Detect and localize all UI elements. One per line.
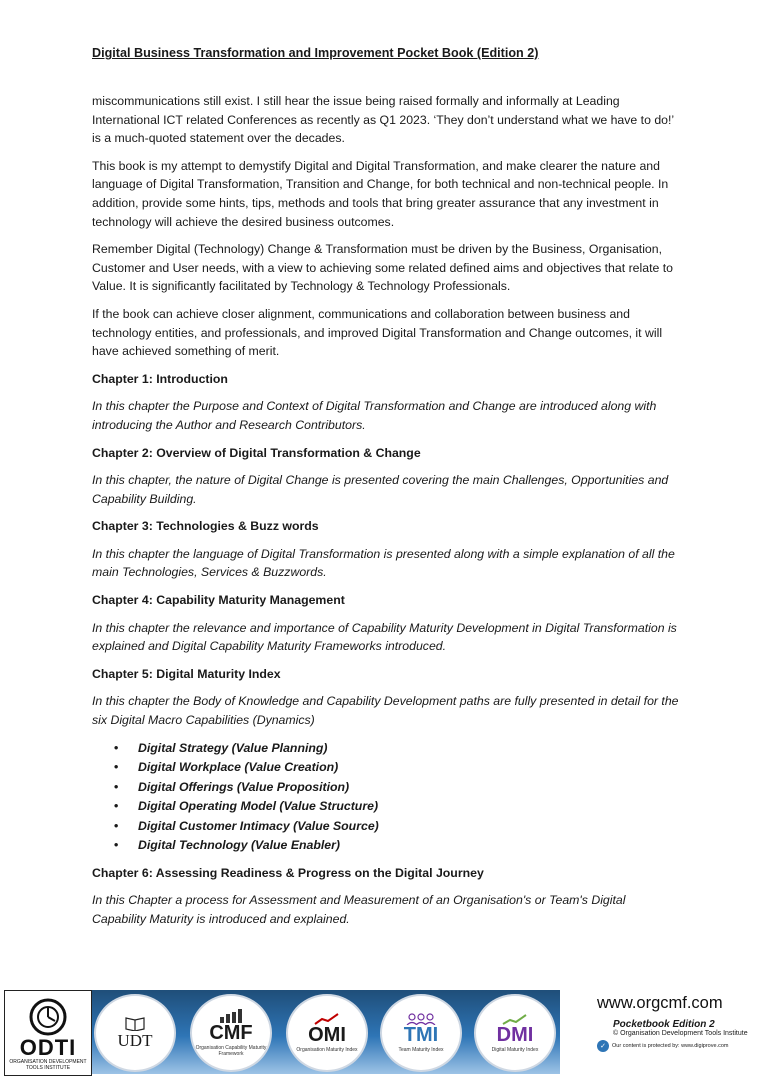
intro-paragraph: This book is my attempt to demystify Digital and Digital Transformation, and make clearer the nature and language of Digital Transformation, Transition and Change, for both technical and non-technical people. In addition, provide some hints, tips, methods and tools that bring greater assurance that any investment in technology will achieve the desired business outcomes. bbox=[92, 158, 669, 229]
cmf-logo-text: CMF bbox=[209, 1022, 253, 1044]
omi-logo-subtitle: Organisation Maturity Index bbox=[296, 1047, 358, 1053]
protection-notice bbox=[597, 1040, 757, 1052]
tmi-logo-subtitle: Team Maturity Index bbox=[398, 1047, 444, 1053]
udt-logo bbox=[94, 994, 176, 1072]
cmf-logo-subtitle: Organisation Capability Maturity Framework bbox=[195, 1045, 267, 1057]
chapter-5-description: In this chapter the Body of Knowledge and Capability Development paths are fully presented in detail for the six Digital Macro Capabilities (Dynamics) bbox=[92, 694, 679, 728]
chapter-1-description: In this chapter the Purpose and Context of Digital Transformation and Change are introduced along with introducing the Author and Research Contributors. bbox=[92, 399, 657, 432]
book-icon bbox=[124, 1015, 146, 1031]
bullet-icon: • bbox=[114, 818, 119, 833]
list-item-text: Digital Customer Intimacy (Value Source) bbox=[138, 818, 379, 833]
omi-logo-text: OMI bbox=[308, 1024, 346, 1046]
bar-chart-icon bbox=[218, 1009, 244, 1023]
document-body bbox=[92, 92, 682, 937]
chapter-2-description: In this chapter, the nature of Digital Change is presented covering the main Challenges, Opportunities and Capability Building. bbox=[92, 473, 669, 506]
intro-paragraph: miscommunications still exist. I still hear the issue being raised formally and informally at Leading International ICT related Conferences as recently as Q1 2023. ‘They don’t understand what we have to do!’ is a much-quoted statement over the decades. bbox=[92, 94, 674, 146]
dmi-logo bbox=[474, 994, 556, 1072]
tmi-logo-text: TMI bbox=[403, 1024, 439, 1046]
list-item-text: Digital Workplace (Value Creation) bbox=[138, 760, 339, 775]
capabilities-list bbox=[92, 739, 682, 856]
chapter-6-heading: Chapter 6: Assessing Readiness & Progress on the Digital Journey bbox=[92, 865, 484, 880]
bullet-icon: • bbox=[114, 799, 119, 814]
list-item bbox=[92, 758, 682, 778]
omi-logo bbox=[286, 994, 368, 1072]
list-item-text: Digital Operating Model (Value Structure) bbox=[138, 799, 379, 814]
list-item-text: Digital Technology (Value Enabler) bbox=[138, 838, 341, 853]
dmi-logo-subtitle: Digital Maturity Index bbox=[491, 1047, 539, 1053]
odti-logo-subtitle: ORGANISATION DEVELOPMENT TOOLS INSTITUTE bbox=[9, 1059, 87, 1071]
bullet-icon: • bbox=[114, 760, 119, 775]
chapter-4-description: In this chapter the relevance and importance of Capability Maturity Development in Digital Transformation is explained and Digital Capability Maturity Frameworks introduced. bbox=[92, 620, 677, 654]
website-link[interactable]: www.orgcmf.com bbox=[597, 994, 723, 1012]
cmf-logo bbox=[190, 994, 272, 1072]
dmi-logo-text: DMI bbox=[496, 1024, 534, 1046]
list-item bbox=[92, 836, 682, 856]
odti-logo-text: ODTI bbox=[19, 1035, 77, 1060]
intro-paragraph: Remember Digital (Technology) Change & Transformation must be driven by the Business, Organisation, Customer and User needs, with a view to achieving some related defined aims and objectives that relate to Value. It is significantly facilitated by Technology & Technology Professionals. bbox=[92, 242, 673, 294]
chapter-3-heading: Chapter 3: Technologies & Buzz words bbox=[92, 519, 319, 534]
edition-label: Pocketbook Edition 2 bbox=[613, 1019, 715, 1030]
bullet-icon: • bbox=[114, 838, 119, 853]
udt-logo-text: UDT bbox=[117, 1031, 153, 1050]
chapter-3-description: In this chapter the language of Digital Transformation is presented along with a simple explanation of all the main Technologies, Services & Buzzwords. bbox=[92, 546, 675, 580]
copyright-text: © Organisation Development Tools Institute bbox=[613, 1030, 748, 1037]
list-item bbox=[92, 797, 682, 817]
intro-paragraph: If the book can achieve closer alignment, communications and collaboration between business and technology entities, and professionals, and improved Digital Transformation and Change outcomes, it will have achieved something of merit. bbox=[92, 306, 663, 359]
odti-logo bbox=[4, 990, 92, 1076]
list-item-text: Digital Offerings (Value Proposition) bbox=[138, 779, 350, 794]
footer-info bbox=[597, 994, 757, 1052]
bullet-icon: • bbox=[114, 779, 119, 794]
odti-emblem-icon bbox=[5, 991, 91, 1041]
list-item-text: Digital Strategy (Value Planning) bbox=[138, 740, 328, 755]
chapter-5-heading: Chapter 5: Digital Maturity Index bbox=[92, 666, 281, 681]
list-item bbox=[92, 739, 682, 759]
digiprove-icon: ✓ bbox=[597, 1040, 609, 1052]
list-item bbox=[92, 817, 682, 837]
page-header-title: Digital Business Transformation and Improvement Pocket Book (Edition 2) bbox=[92, 46, 539, 60]
protection-text: Our content is protected by: www.digiprove.com bbox=[612, 1043, 729, 1049]
list-item bbox=[92, 778, 682, 798]
chapter-1-heading: Chapter 1: Introduction bbox=[92, 371, 228, 386]
tmi-logo bbox=[380, 994, 462, 1072]
chapter-6-description: In this Chapter a process for Assessment and Measurement of an Organisation's or Team's Digital Capability Maturity is introduced and explained. bbox=[92, 893, 626, 926]
chapter-2-heading: Chapter 2: Overview of Digital Transformation & Change bbox=[92, 445, 421, 460]
chapter-4-heading: Chapter 4: Capability Maturity Management bbox=[92, 593, 345, 608]
bullet-icon: • bbox=[114, 740, 119, 755]
footer-logo-strip bbox=[4, 990, 560, 1074]
